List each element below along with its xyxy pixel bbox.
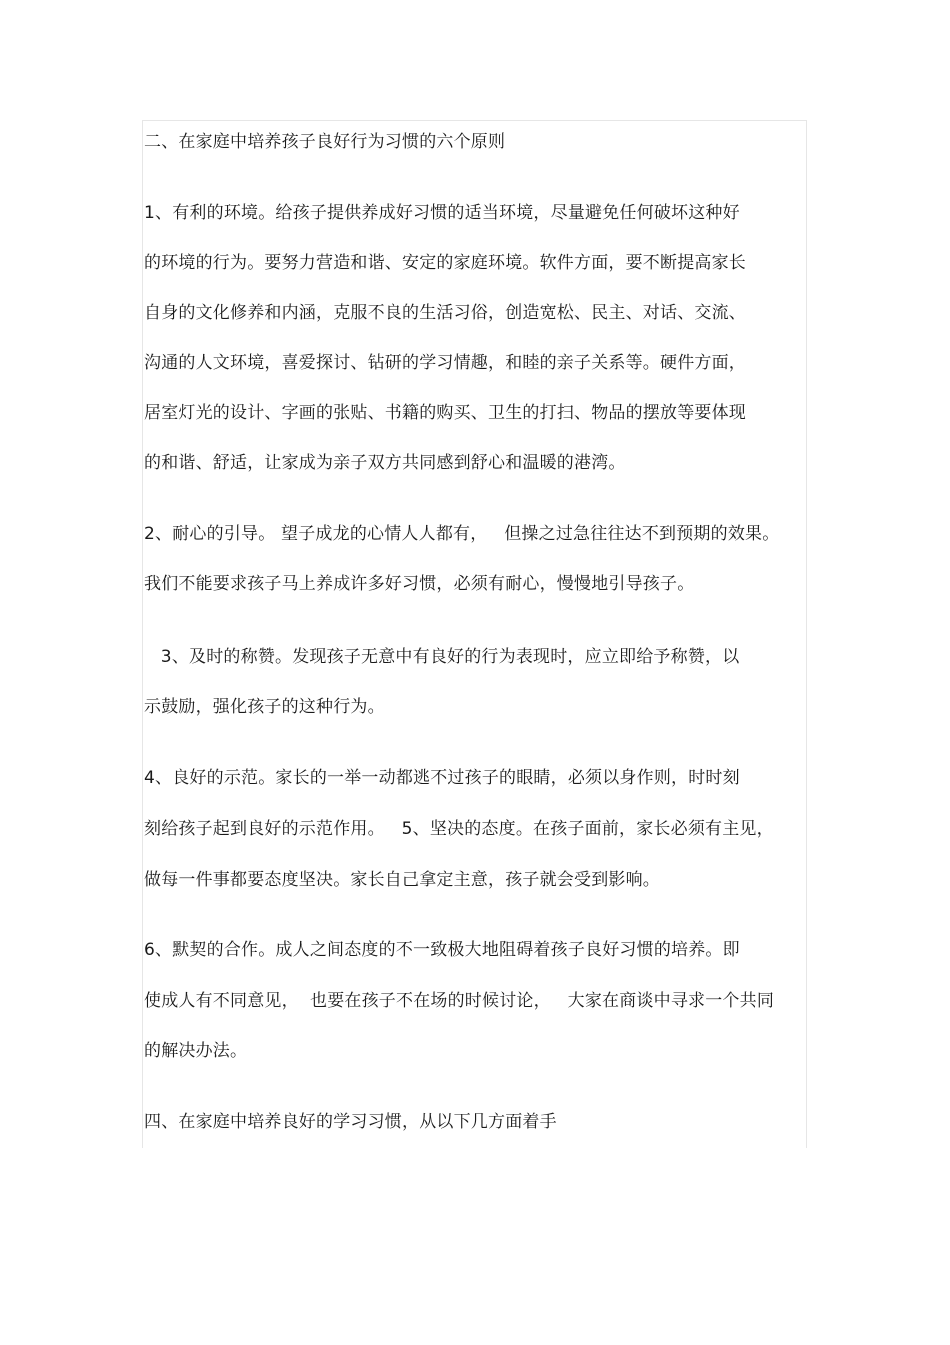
principle-4-line-1: 4、良好的示范。家长的一举一动都逃不过孩子的眼睛，必须以身作则，时时刻	[144, 768, 740, 788]
principle-6-line-2: 使成人有不同意见， 也要在孩子不在场的时候讨论， 大家在商谈中寻求一个共同	[144, 991, 775, 1011]
principle-2-line-1: 2、耐心的引导。 望子成龙的心情人人都有， 但操之过急往往达不到预期的效果。	[144, 524, 780, 544]
principle-3-line-1: 3、及时的称赞。发现孩子无意中有良好的行为表现时，应立即给予称赞，以	[144, 647, 740, 667]
principle-6-line-1: 6、默契的合作。成人之间态度的不一致极大地阻碍着孩子良好习惯的培养。即	[144, 940, 740, 960]
section-heading-study-habits: 四、在家庭中培养良好的学习习惯，从以下几方面着手	[144, 1112, 557, 1132]
principle-5-line-3: 做每一件事都要态度坚决。家长自己拿定主意，孩子就会受到影响。	[144, 870, 660, 890]
principle-1-line-4: 沟通的人文环境，喜爱探讨、钻研的学习情趣，和睦的亲子关系等。硬件方面，	[144, 353, 746, 373]
principle-1-line-6: 的和谐、舒适，让家成为亲子双方共同感到舒心和温暖的港湾。	[144, 453, 626, 473]
section-heading-principles: 二、在家庭中培养孩子良好行为习惯的六个原则	[144, 132, 506, 152]
principle-1-line-3: 自身的文化修养和内涵，克服不良的生活习俗，创造宽松、民主、对话、交流、	[144, 303, 746, 323]
principle-3-line-2: 示鼓励，强化孩子的这种行为。	[144, 697, 385, 717]
principle-4-5-line-2: 刻给孩子起到良好的示范作用。 5、坚决的态度。在孩子面前，家长必须有主见，	[144, 819, 774, 839]
principle-6-line-3: 的解决办法。	[144, 1041, 248, 1061]
principle-1-line-2: 的环境的行为。要努力营造和谐、安定的家庭环境。软件方面，要不断提高家长	[144, 253, 746, 273]
principle-2-line-2: 我们不能要求孩子马上养成许多好习惯，必须有耐心，慢慢地引导孩子。	[144, 574, 695, 594]
principle-1-line-5: 居室灯光的设计、字画的张贴、书籍的购买、卫生的打扫、物品的摆放等要体现	[144, 403, 746, 423]
principle-1-line-1: 1、有利的环境。给孩子提供养成好习惯的适当环境，尽量避免任何破坏这种好	[144, 203, 740, 223]
